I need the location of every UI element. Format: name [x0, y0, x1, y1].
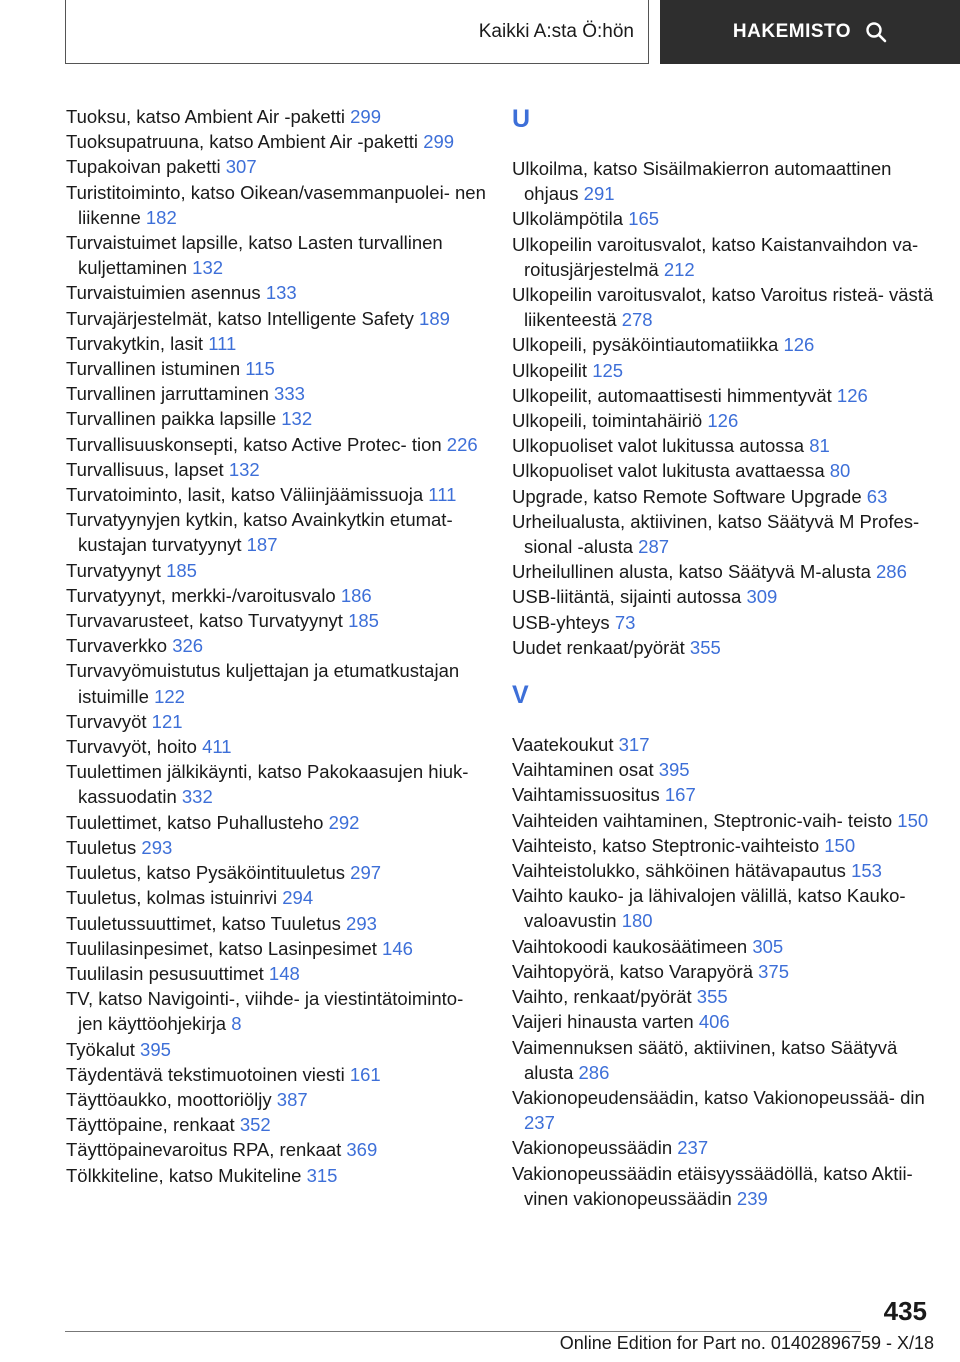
index-entry: [512, 1085, 942, 1135]
index-entry: [512, 757, 942, 782]
index-entry-text: Vaihteistolukko, sähköinen hätävapautus: [512, 860, 846, 882]
index-entry: [512, 1009, 942, 1034]
index-entry-text: Turvatyynyt: [66, 559, 161, 581]
index-entry-text: Tuulettimet, katso Puhallusteho: [66, 811, 324, 833]
index-entry-text: Vaihto kauko- ja lähivalojen välillä, katso Kauko‐ valoavustin: [512, 885, 906, 932]
index-entry: [512, 635, 942, 660]
index-entry-text: Täyttöpaine, renkaat: [66, 1114, 235, 1136]
index-entry-text: Turvajärjestelmät, katso Intelligente Safety: [66, 307, 414, 329]
index-entry: [66, 1137, 486, 1162]
index-entry: [66, 1087, 486, 1112]
index-entry: [66, 230, 486, 280]
page-link[interactable]: 297: [350, 862, 382, 884]
page-link[interactable]: 237: [677, 1137, 709, 1159]
index-entry: [66, 1037, 486, 1062]
page-link[interactable]: 293: [141, 836, 173, 858]
index-entry-text: Tuulilasinpesimet, katso Lasinpesimet: [66, 937, 377, 959]
index-entry: [66, 658, 486, 708]
index-entry-text: Ulkolämpötila: [512, 208, 624, 230]
page-link[interactable]: 182: [145, 206, 177, 228]
index-entry-text: Vaihtamissuositus: [512, 784, 660, 806]
index-entry: [512, 858, 942, 883]
index-entry-text: Tuoksu, katso Ambient Air -paketti: [66, 106, 345, 127]
index-entry-text: Turvatoiminto, lasit, katso Väliinjäämissuoja: [66, 484, 424, 506]
index-entry: [512, 559, 942, 584]
index-entry: [66, 1163, 486, 1188]
page-link[interactable]: 387: [276, 1088, 308, 1110]
page-link[interactable]: 305: [752, 935, 784, 957]
page-link[interactable]: 150: [824, 834, 856, 856]
page-link[interactable]: 212: [663, 258, 695, 280]
page-link[interactable]: 299: [423, 131, 455, 153]
page-link[interactable]: 293: [346, 912, 377, 934]
index-entry-text: Ulkopeilin varoitusvalot, katso Varoitus risteä‐ västä liikenteestä: [512, 284, 934, 331]
index-entry-text: Turvallinen jarruttaminen: [66, 383, 269, 405]
page-link[interactable]: 369: [346, 1139, 378, 1161]
page-link[interactable]: 237: [524, 1112, 555, 1134]
page-link[interactable]: 411: [202, 736, 232, 758]
index-entry: [512, 358, 942, 383]
index-entry-text: Vaihto, renkaat/pyörät: [512, 986, 692, 1008]
page-link[interactable]: 226: [446, 433, 478, 455]
page-link[interactable]: 352: [239, 1114, 271, 1136]
index-entry: [66, 986, 486, 1036]
page-link[interactable]: 189: [419, 307, 450, 329]
index-entry-text: Työkalut: [66, 1038, 135, 1060]
page-link[interactable]: 73: [614, 611, 636, 633]
page-link[interactable]: 375: [758, 960, 789, 982]
index-entry: [66, 432, 486, 457]
index-entry: [66, 911, 486, 936]
index-entry: [66, 507, 486, 557]
index-entry: [512, 610, 942, 635]
search-icon: [865, 21, 887, 43]
index-entry-text: Vakionopeussäädin etäisyyssäädöllä, katso Aktii‐ vinen vakionopeussäädin: [512, 1162, 913, 1209]
index-entry: [512, 332, 942, 357]
page-link[interactable]: 148: [268, 962, 300, 984]
index-entry-text: Turvavarusteet, katso Turvatyynyt: [66, 610, 343, 632]
page-link[interactable]: 125: [592, 359, 624, 381]
index-entry-text: USB-liitäntä, sijainti autossa: [512, 586, 742, 608]
index-entry-text: Ulkopeilit: [512, 359, 588, 381]
index-entry: [66, 1062, 486, 1087]
page-link[interactable]: 161: [349, 1063, 381, 1085]
index-entry-text: Vaijeri hinausta varten: [512, 1011, 694, 1033]
page-link[interactable]: 286: [578, 1061, 610, 1083]
page-link[interactable]: 133: [265, 282, 297, 304]
page-link[interactable]: 165: [628, 208, 660, 230]
index-entry-text: Täyttöpainevaroitus RPA, renkaat: [66, 1139, 342, 1161]
page-link[interactable]: 278: [621, 309, 653, 331]
index-entry-text: Turvallisuus, lapset: [66, 458, 224, 480]
index-entry: [66, 583, 486, 608]
index-entry: [66, 381, 486, 406]
index-entry-text: Urheilullinen alusta, katso Säätyvä M-alusta: [512, 561, 871, 583]
index-entry-text: Tuuletus, katso Pysäköintituuletus: [66, 862, 346, 884]
index-entry-text: Ulkopeilin varoitusvalot, katso Kaistanvaihdon va‐ roitusjärjestelmä: [512, 233, 919, 280]
index-entry: [512, 984, 942, 1009]
index-entry: [66, 482, 486, 507]
page-link[interactable]: 146: [382, 937, 413, 959]
index-entry: [512, 458, 942, 483]
index-entry: [512, 232, 942, 282]
page-link[interactable]: 63: [866, 485, 888, 507]
page-link[interactable]: 317: [618, 734, 650, 756]
index-entry-text: Tuulilasin pesusuuttimet: [66, 962, 264, 984]
page-link[interactable]: 395: [658, 759, 690, 781]
index-entry: [66, 331, 486, 356]
page-link[interactable]: 126: [783, 334, 815, 356]
index-entry: [512, 1135, 942, 1160]
index-entry: [66, 608, 486, 633]
page-link[interactable]: 80: [829, 460, 851, 482]
index-entry: [66, 961, 486, 986]
index-entry: [66, 306, 486, 331]
index-entry-text: Turvallinen paikka lapsille: [66, 408, 277, 430]
page-link[interactable]: 287: [638, 536, 670, 558]
index-entry-text: Vaihtopyörä, katso Varapyörä: [512, 960, 753, 982]
page-number: 435: [883, 1296, 927, 1326]
index-entry-text: Ulkoilma, katso Sisäilmakierron automaattinen ohjaus: [512, 158, 892, 205]
page-link[interactable]: 355: [689, 636, 721, 658]
page-link[interactable]: 111: [428, 484, 457, 506]
index-entry: [512, 934, 942, 959]
page-link[interactable]: 185: [348, 610, 379, 632]
index-entry-text: Vaatekoukut: [512, 734, 614, 756]
page-link[interactable]: 115: [245, 358, 275, 380]
page-link[interactable]: 186: [340, 584, 372, 606]
index-entry-text: Turvaistuimet lapsille, katso Lasten turvallinen kuljettaminen: [66, 232, 443, 279]
index-entry-text: Turvaistuimien asennus: [66, 282, 261, 304]
page-link[interactable]: 132: [192, 257, 224, 279]
index-entry: [512, 833, 942, 858]
index-entry: [66, 280, 486, 305]
page-link[interactable]: 111: [208, 332, 237, 354]
index-entry-text: Tuuletus, kolmas istuinrivi: [66, 887, 278, 909]
index-entry: [512, 484, 942, 509]
index-entry: [66, 356, 486, 381]
page-link[interactable]: 122: [154, 685, 185, 707]
index-entry: [66, 759, 486, 809]
index-entry: [66, 860, 486, 885]
index-entry-text: Ulkopeili, pysäköintiautomatiikka: [512, 334, 779, 356]
index-entry-text: Vaihteisto, katso Steptronic-vaihteisto: [512, 834, 820, 856]
page-link[interactable]: 309: [746, 586, 778, 608]
page-link[interactable]: 167: [664, 784, 696, 806]
index-entry-text: Uudet renkaat/pyörät: [512, 636, 685, 658]
page-link[interactable]: 333: [274, 383, 305, 405]
page-link[interactable]: 307: [225, 156, 257, 178]
page-link[interactable]: 291: [583, 183, 615, 205]
page-link[interactable]: 132: [228, 458, 260, 480]
index-entry: [66, 457, 486, 482]
index-entry-text: TV, katso Navigointi-, viihde- ja viestintätoiminto‐ jen käyttöohjekirja: [66, 988, 464, 1035]
page-link[interactable]: 81: [809, 435, 830, 457]
index-entry-text: Turvallisuuskonsepti, katso Active Protec‐ tion: [66, 433, 442, 455]
page-link[interactable]: 326: [172, 635, 204, 657]
footer-divider: [65, 1331, 861, 1332]
page-link[interactable]: 294: [282, 887, 314, 909]
index-entry: [66, 180, 486, 230]
index-entry: [66, 558, 486, 583]
index-entry-text: Upgrade, katso Remote Software Upgrade: [512, 485, 862, 507]
page-link[interactable]: 315: [306, 1164, 338, 1186]
index-entry-text: Turvatyynyt, merkki-/varoitusvalo: [66, 584, 336, 606]
tab-az-label: Kaikki A:sta Ö:hön: [478, 20, 634, 42]
page-link[interactable]: 126: [836, 384, 868, 406]
index-entry: [512, 883, 942, 933]
index-entry: [512, 383, 942, 408]
index-entry-text: Ulkopeili, toimintahäiriö: [512, 410, 703, 432]
index-entry-text: Tupakoivan paketti: [66, 156, 221, 178]
index-entry: [66, 936, 486, 961]
index-entry: [66, 154, 486, 179]
index-entry: [66, 835, 486, 860]
index-entry: [512, 584, 942, 609]
index-entry: [66, 1112, 486, 1137]
index-entry-text: Ulkopuoliset valot lukitusta avattaessa: [512, 460, 825, 482]
page-link[interactable]: 299: [350, 106, 382, 127]
index-entry: [66, 104, 486, 129]
section-letter-u: U: [512, 105, 531, 133]
index-entry-text: Turvavyöt: [66, 710, 147, 732]
page-link[interactable]: 292: [328, 811, 360, 833]
index-entry-text: Tuuletus: [66, 836, 137, 858]
index-entry: [512, 1035, 942, 1085]
index-entry-text: Vakionopeussäädin: [512, 1137, 673, 1159]
index-entry: [512, 782, 942, 807]
index-entry: [66, 129, 486, 154]
index-entry: [66, 885, 486, 910]
index-entry-text: Tuoksupatruuna, katso Ambient Air -paketti: [66, 131, 419, 153]
index-entry: [66, 406, 486, 431]
page-link[interactable]: 239: [736, 1187, 768, 1209]
page-link[interactable]: 286: [876, 561, 907, 583]
index-entry: [512, 1161, 942, 1211]
index-entry: [66, 734, 486, 759]
index-entry-text: Ulkopuoliset valot lukitussa autossa: [512, 435, 805, 457]
index-entry-text: Turvatyynyjen kytkin, katso Avainkytkin etumat‐ kustajan turvatyynyt: [66, 509, 453, 556]
section-letter-v: V: [512, 681, 529, 710]
tab-all-a-to-z[interactable]: [65, 0, 649, 64]
page-link[interactable]: 406: [698, 1011, 730, 1033]
index-entry-text: Tuulettimen jälkikäynti, katso Pakokaasujen hiuk‐ kassuodatin: [66, 761, 469, 808]
index-entry-text: Urheilualusta, aktiivinen, katso Säätyvä M Profes‐ sional -alusta: [512, 510, 920, 558]
page-link[interactable]: 185: [166, 559, 197, 581]
index-entry-text: Vaihtaminen osat: [512, 759, 654, 781]
index-entry-text: Vaihteiden vaihtaminen, Steptronic-vaih‐ teisto: [512, 809, 893, 831]
index-entry: [512, 282, 942, 332]
index-entry: [512, 732, 942, 757]
index-entry-text: Täydentävä tekstimuotoinen viesti: [66, 1063, 345, 1085]
index-entry: [66, 810, 486, 835]
index-entry-text: Vaihtokoodi kaukosäätimeen: [512, 935, 748, 957]
footer-edition: Online Edition for Part no. 01402896759 - X/18: [559, 1333, 934, 1353]
index-entry: [512, 509, 942, 559]
index-entry: [66, 709, 486, 734]
index-column-right: [512, 104, 942, 1211]
index-entry-text: Täyttöaukko, moottoriöljy: [66, 1088, 272, 1110]
index-entry-text: Turvavyöt, hoito: [66, 736, 197, 758]
page-link[interactable]: 332: [181, 786, 213, 808]
index-entry-text: Ulkopeilit, automaattisesti himmentyvät: [512, 384, 832, 406]
page-link[interactable]: 150: [897, 809, 929, 831]
index-entry-text: Vaimennuksen säätö, aktiivinen, katso Säätyvä alusta: [512, 1036, 898, 1083]
page-link[interactable]: 126: [707, 410, 739, 432]
index-entry-text: Tuuletussuuttimet, katso Tuuletus: [66, 912, 341, 934]
page-link[interactable]: 395: [140, 1038, 171, 1060]
index-entry-text: Turvavyömuistutus kuljettajan ja etumatkustajan istuimille: [66, 660, 460, 707]
index-entry: [512, 408, 942, 433]
page-link[interactable]: 355: [696, 986, 728, 1008]
page-link[interactable]: 8: [231, 1013, 242, 1035]
page-link[interactable]: 132: [281, 408, 313, 430]
index-column-left: [66, 104, 486, 1188]
page-link[interactable]: 187: [246, 534, 278, 556]
index-entry-text: Tölkkiteline, katso Mukiteline: [66, 1164, 302, 1186]
index-entry: [512, 206, 942, 231]
tab-index[interactable]: [660, 0, 960, 64]
index-entry-text: Vakionopeudensäädin, katso Vakionopeussää‐ din: [512, 1086, 925, 1108]
page-link[interactable]: 121: [151, 710, 183, 732]
index-entry-text: USB-yhteys: [512, 611, 610, 633]
index-entry: [512, 433, 942, 458]
index-entry: [66, 633, 486, 658]
page-link[interactable]: 153: [851, 860, 882, 882]
index-entry: [512, 959, 942, 984]
section-v-entries: [512, 732, 942, 1211]
index-entry-text: Turvallinen istuminen: [66, 358, 241, 380]
tab-index-label: HAKEMISTO: [732, 21, 852, 42]
index-entry-text: Turvakytkin, lasit: [66, 332, 204, 354]
index-entry-text: Turistitoiminto, katso Oikean/vasemmanpuolei‐ nen liikenne: [66, 181, 486, 228]
page-link[interactable]: 180: [621, 910, 653, 932]
section-u-entries: [512, 156, 942, 660]
index-entry-text: Turvaverkko: [66, 635, 168, 657]
index-entry: [512, 808, 942, 833]
index-entry: [512, 156, 942, 206]
